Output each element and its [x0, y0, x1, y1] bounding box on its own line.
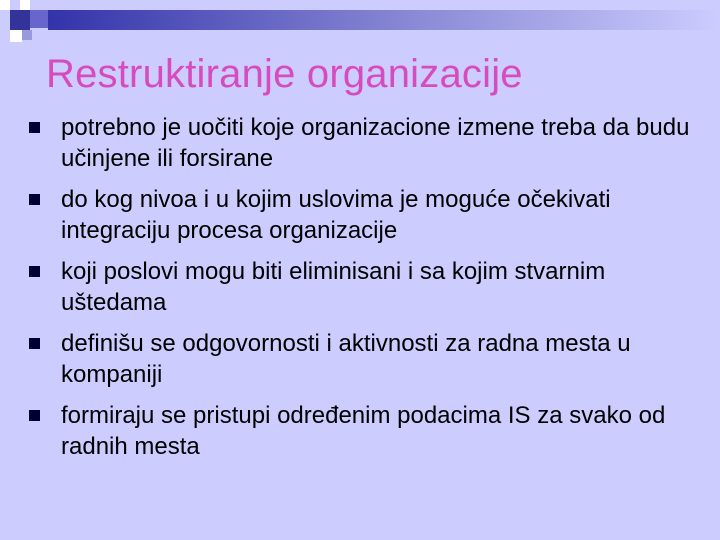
- bullet-item: [0, 112, 701, 174]
- decor-square-white-3: [10, 30, 22, 42]
- bullet-item: [0, 256, 701, 318]
- bullet-square-icon: [29, 266, 40, 277]
- decor-square-blue-2: [22, 30, 32, 40]
- bullet-text: definišu se odgovornosti i aktivnosti za radna mesta u kompaniji: [61, 330, 631, 388]
- bullet-item: [0, 400, 701, 462]
- slide-title: Restruktiranje organizacije: [46, 52, 523, 96]
- bullet-square-icon: [29, 194, 40, 205]
- bullet-item: [0, 184, 701, 246]
- bullet-text: potrebno je uočiti koje organizacione izmene treba da budu učinjene ili forsirane: [61, 114, 690, 172]
- bullet-item: [0, 328, 701, 390]
- bullet-square-icon: [29, 338, 40, 349]
- bullet-text: formiraju se pristupi određenim podacima IS za svako od radnih mesta: [61, 402, 666, 460]
- bullet-square-icon: [29, 410, 40, 421]
- decor-square-white-1: [0, 0, 10, 10]
- decor-square-blue-1: [30, 10, 48, 28]
- corner-decoration: [0, 0, 60, 60]
- decor-square-white-2: [20, 0, 30, 10]
- bullet-square-icon: [29, 122, 40, 133]
- decor-square-navy-1: [10, 10, 30, 30]
- bullet-text: do kog nivoa i u kojim uslovima je moguće očekivati integraciju procesa organizacije: [61, 186, 611, 244]
- bullet-list: [0, 112, 720, 472]
- header-gradient-bar: [48, 10, 720, 30]
- bullet-text: koji poslovi mogu biti eliminisani i sa kojim stvarnim uštedama: [61, 258, 606, 316]
